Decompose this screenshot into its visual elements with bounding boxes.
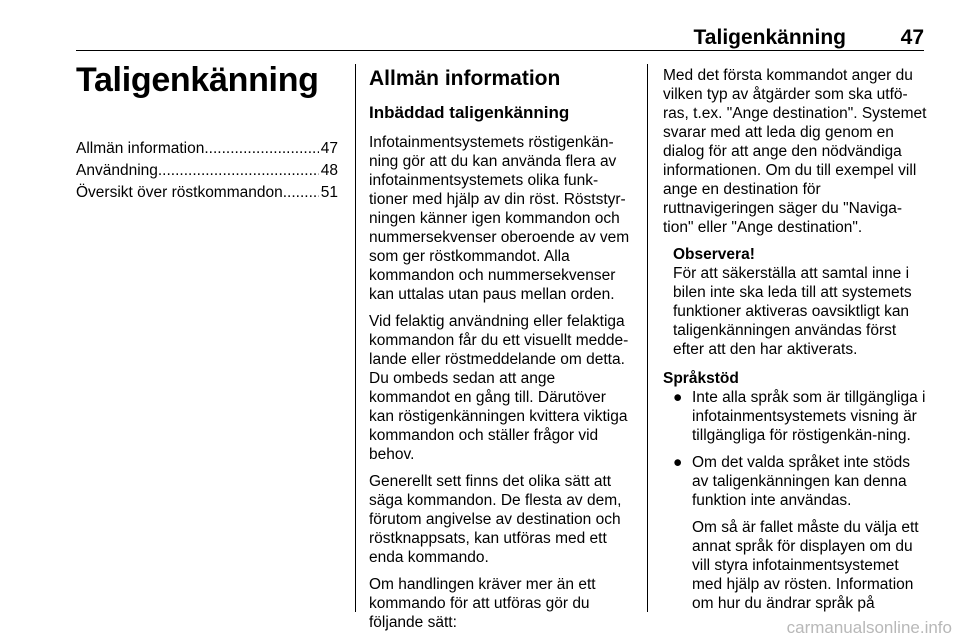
toc-entry-label: Översikt över röstkommandon (76, 184, 283, 201)
bullet-icon: ● (673, 389, 683, 406)
toc-entry[interactable] (76, 160, 338, 182)
body-paragraph: Generellt sett finns det olika sätt att säga kommandon. De flesta av dem, förutom angivelse av destination och röstknappsats, kan utföras med ett enda kommando. (369, 473, 622, 566)
list-item-text: Om det valda språket inte stöds av taligenkänningen kan denna funktion inte användas. (692, 454, 910, 509)
right-column (663, 66, 929, 613)
note-text: För att säkerställa att samtal inne i bilen inte ska leda till att systemets funktioner aktiveras oavsiktligt kan taligenkänningen användas först efter att den har aktiverats. (673, 265, 912, 358)
list-item-continuation: Om så är fallet måste du välja ett annat språk för displayen om du vill styra infotainmentsystemet med hjälp av rösten. Information om hur du ändrar språk på (692, 519, 919, 612)
body-paragraph: Vid felaktig användning eller felaktiga kommandon får du ett visuellt medde-lande eller röstmeddelande om detta. Du ombeds sedan att ange kommandot en gång till. Därutöver kan röstigenkänningen kvittera viktiga kommandon och ställer frågor vid behov. (369, 313, 629, 463)
bullet-icon: ● (673, 454, 683, 471)
toc-entry-label: Allmän information (76, 140, 205, 157)
body-paragraph: Infotainmentsystemets röstigenkän-ning gör att du kan använda flera av infotainmentsystemets olika funk-tioner med hjälp av din röst. Röststyr-ningen känner igen kommandon och nummersekvenser oberoende av vem som ger röstkommandot. Alla kommandon och nummersekvenser kan uttalas utan paus mellan orden. (369, 134, 630, 303)
section-title: Allmän information (369, 67, 561, 90)
body-paragraph: Med det första kommandot anger du vilken typ av åtgärder som ska utfö-ras, t.ex. "Ange destination". Systemet svarar med att leda dig genom en dialog för att ange den nödvändiga informationen. Om du till exempel vill ange en destination för ruttnavigeringen säger du "Naviga-tion" eller "Ange destination". (663, 67, 927, 236)
table-of-contents (76, 138, 338, 204)
toc-leader-dots (204, 138, 318, 160)
toc-entry-label: Användning (76, 162, 158, 179)
toc-leader-dots (158, 160, 319, 182)
note-box (673, 245, 929, 359)
column-divider (355, 64, 356, 612)
subsection-title: Inbäddad taligenkänning (369, 103, 570, 122)
header-title: Taligenkänning (693, 26, 846, 49)
toc-leader-dots (283, 182, 319, 204)
language-support-title: Språkstöd (663, 370, 739, 387)
toc-entry-page: 51 (320, 184, 338, 201)
chapter-title: Taligenkänning (76, 61, 319, 99)
list-item-text: Inte alla språk som är tillgängliga i infotainmentsystemets visning är tillgängliga för röstigenkän-ning. (692, 389, 926, 444)
toc-entry-page: 47 (320, 140, 338, 157)
toc-entry-page: 48 (320, 162, 338, 179)
column-divider (647, 64, 648, 612)
note-label: Observera! (673, 246, 755, 263)
watermark: carmanualsonline.info (786, 618, 952, 637)
body-paragraph: Om handlingen kräver mer än ett kommando för att utföras gör du följande sätt: (369, 576, 596, 631)
list-item (663, 453, 929, 510)
toc-entry[interactable] (76, 138, 338, 160)
toc-entry[interactable] (76, 182, 338, 204)
middle-column (369, 66, 634, 640)
header-page-number: 47 (900, 26, 924, 49)
left-column (76, 60, 338, 204)
list-item (663, 388, 929, 445)
page-header (76, 26, 924, 51)
